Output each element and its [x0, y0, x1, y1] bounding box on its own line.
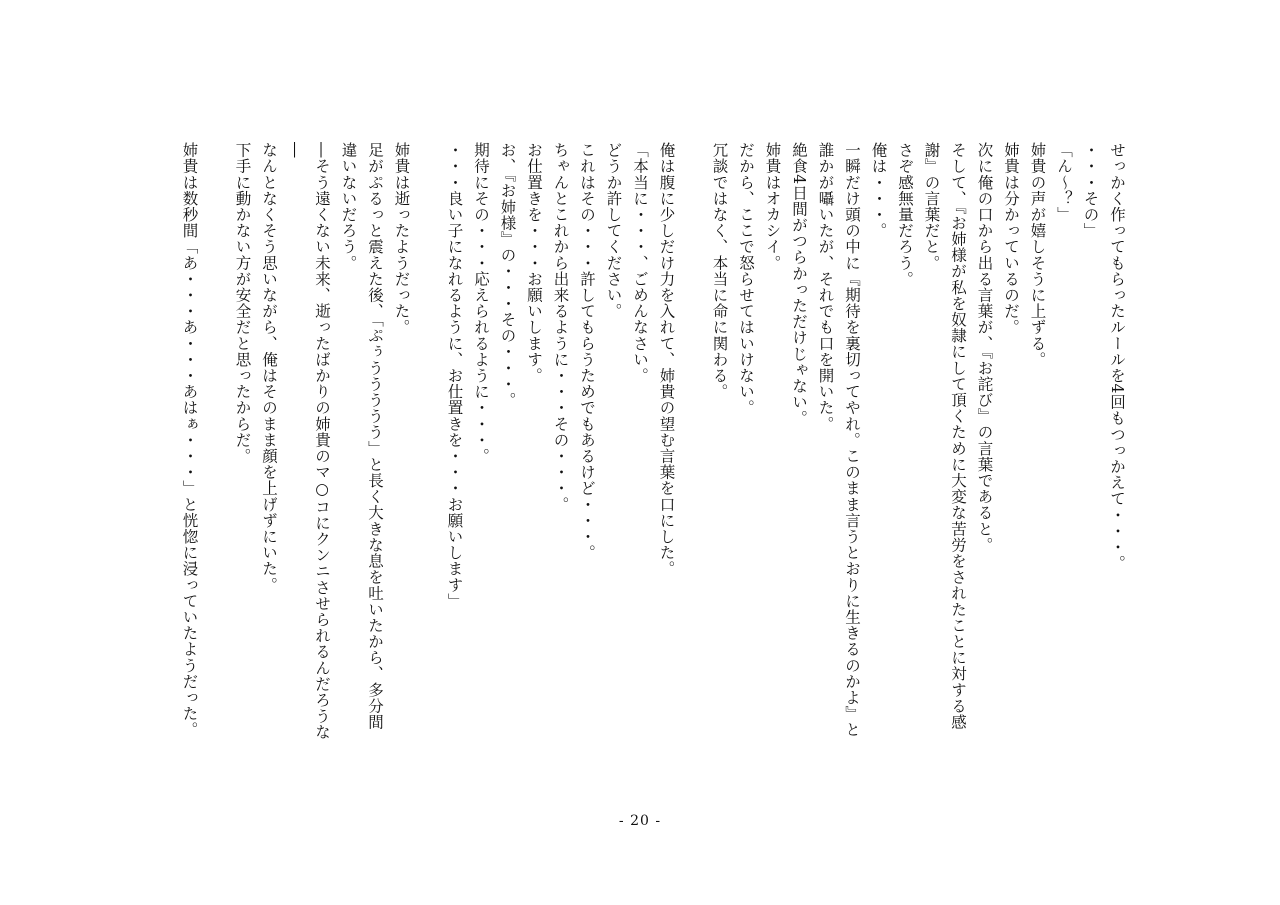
- text-line: これはその・・・許してもらうためでもあるけど・・・。: [578, 142, 596, 561]
- text-line: そして、『お姉様が私を奴隷にして頂くために大変な苦労をされたことに対する感謝』の言葉だと。: [922, 142, 967, 730]
- text-line: どうか許してください。: [604, 142, 623, 320]
- vertical-text-body: [176, 142, 1130, 742]
- text-line: なんとなくそう思いながら、俺はそのまま顔を上げずにいた。: [260, 142, 278, 593]
- paragraph-break: [680, 142, 707, 742]
- text-line: 足がぷるっと震えた後、「ぷぅううううう」と長く大きな息を吐いたから、多分間違いないだろう。: [339, 142, 384, 730]
- text-line: 俺は・・・。: [869, 142, 888, 239]
- text-line: 姉貴は逝ったようだった。: [392, 142, 411, 336]
- text-line: 俺は腹に少しだけ力を入れて、姉貴の望む言葉を口にした。: [657, 142, 676, 577]
- text-line: せっかく作ってもらったルールを4回もつっかえて・・・。: [1108, 142, 1126, 572]
- text-line: だから、ここで怒らせてはいけない。: [737, 142, 755, 416]
- text-line: 下手に動かない方が安全だと思ったからだ。: [233, 142, 252, 464]
- text-line: 姉貴の声が嬉しそうに上ずる。: [1028, 142, 1047, 368]
- text-line: ちゃんとこれから出来るように・・・その・・・。: [551, 142, 570, 513]
- text-line: 姉貴はオカシイ。: [763, 142, 782, 271]
- text-line: お仕置きを・・・お願いします。: [525, 142, 543, 384]
- text-line: 冗談ではなく、本当に命に関わる。: [710, 142, 729, 400]
- text-line: 姉貴は数秒間「あ・・・あ・・・あはぁ・・・」と恍惚に浸っていたようだった。: [180, 142, 199, 738]
- text-line: ・・・良い子になれるように、お仕置きを・・・お願いします」: [445, 142, 464, 609]
- text-line: 絶食4日間がつらかっただけじゃない。: [790, 142, 808, 427]
- text-line: 次に俺の口から出る言葉が、『お詫び』の言葉であると。: [975, 142, 994, 553]
- text-line: さぞ感無量だろう。: [896, 142, 914, 287]
- text-line: 「本当に・・・、ごめんなさい。: [631, 142, 649, 384]
- text-line: 期待にその・・・応えられるように・・・。: [472, 142, 490, 464]
- text-line: 一瞬だけ頭の中に『期待を裏切ってやれ。このまま言うとおりに生きるのかよ』と誰かが囁いたが、それでも口を開いた。: [816, 142, 861, 738]
- page-number: - 20 -: [618, 813, 662, 829]
- text-line: ・・・その」: [1081, 142, 1100, 239]
- text-line: お、『お姉様』の・・・その・・・。: [498, 142, 517, 408]
- paragraph-break: [415, 142, 442, 742]
- text-line: 姉貴は分かっているのだ。: [1002, 142, 1020, 336]
- text-line: 「ん～？」: [1055, 142, 1073, 223]
- paragraph-break: [203, 142, 230, 742]
- text-line: ―そう遠くない未来、逝ったばかりの姉貴のマ○コにクンニさせられるんだろうな―: [286, 142, 331, 741]
